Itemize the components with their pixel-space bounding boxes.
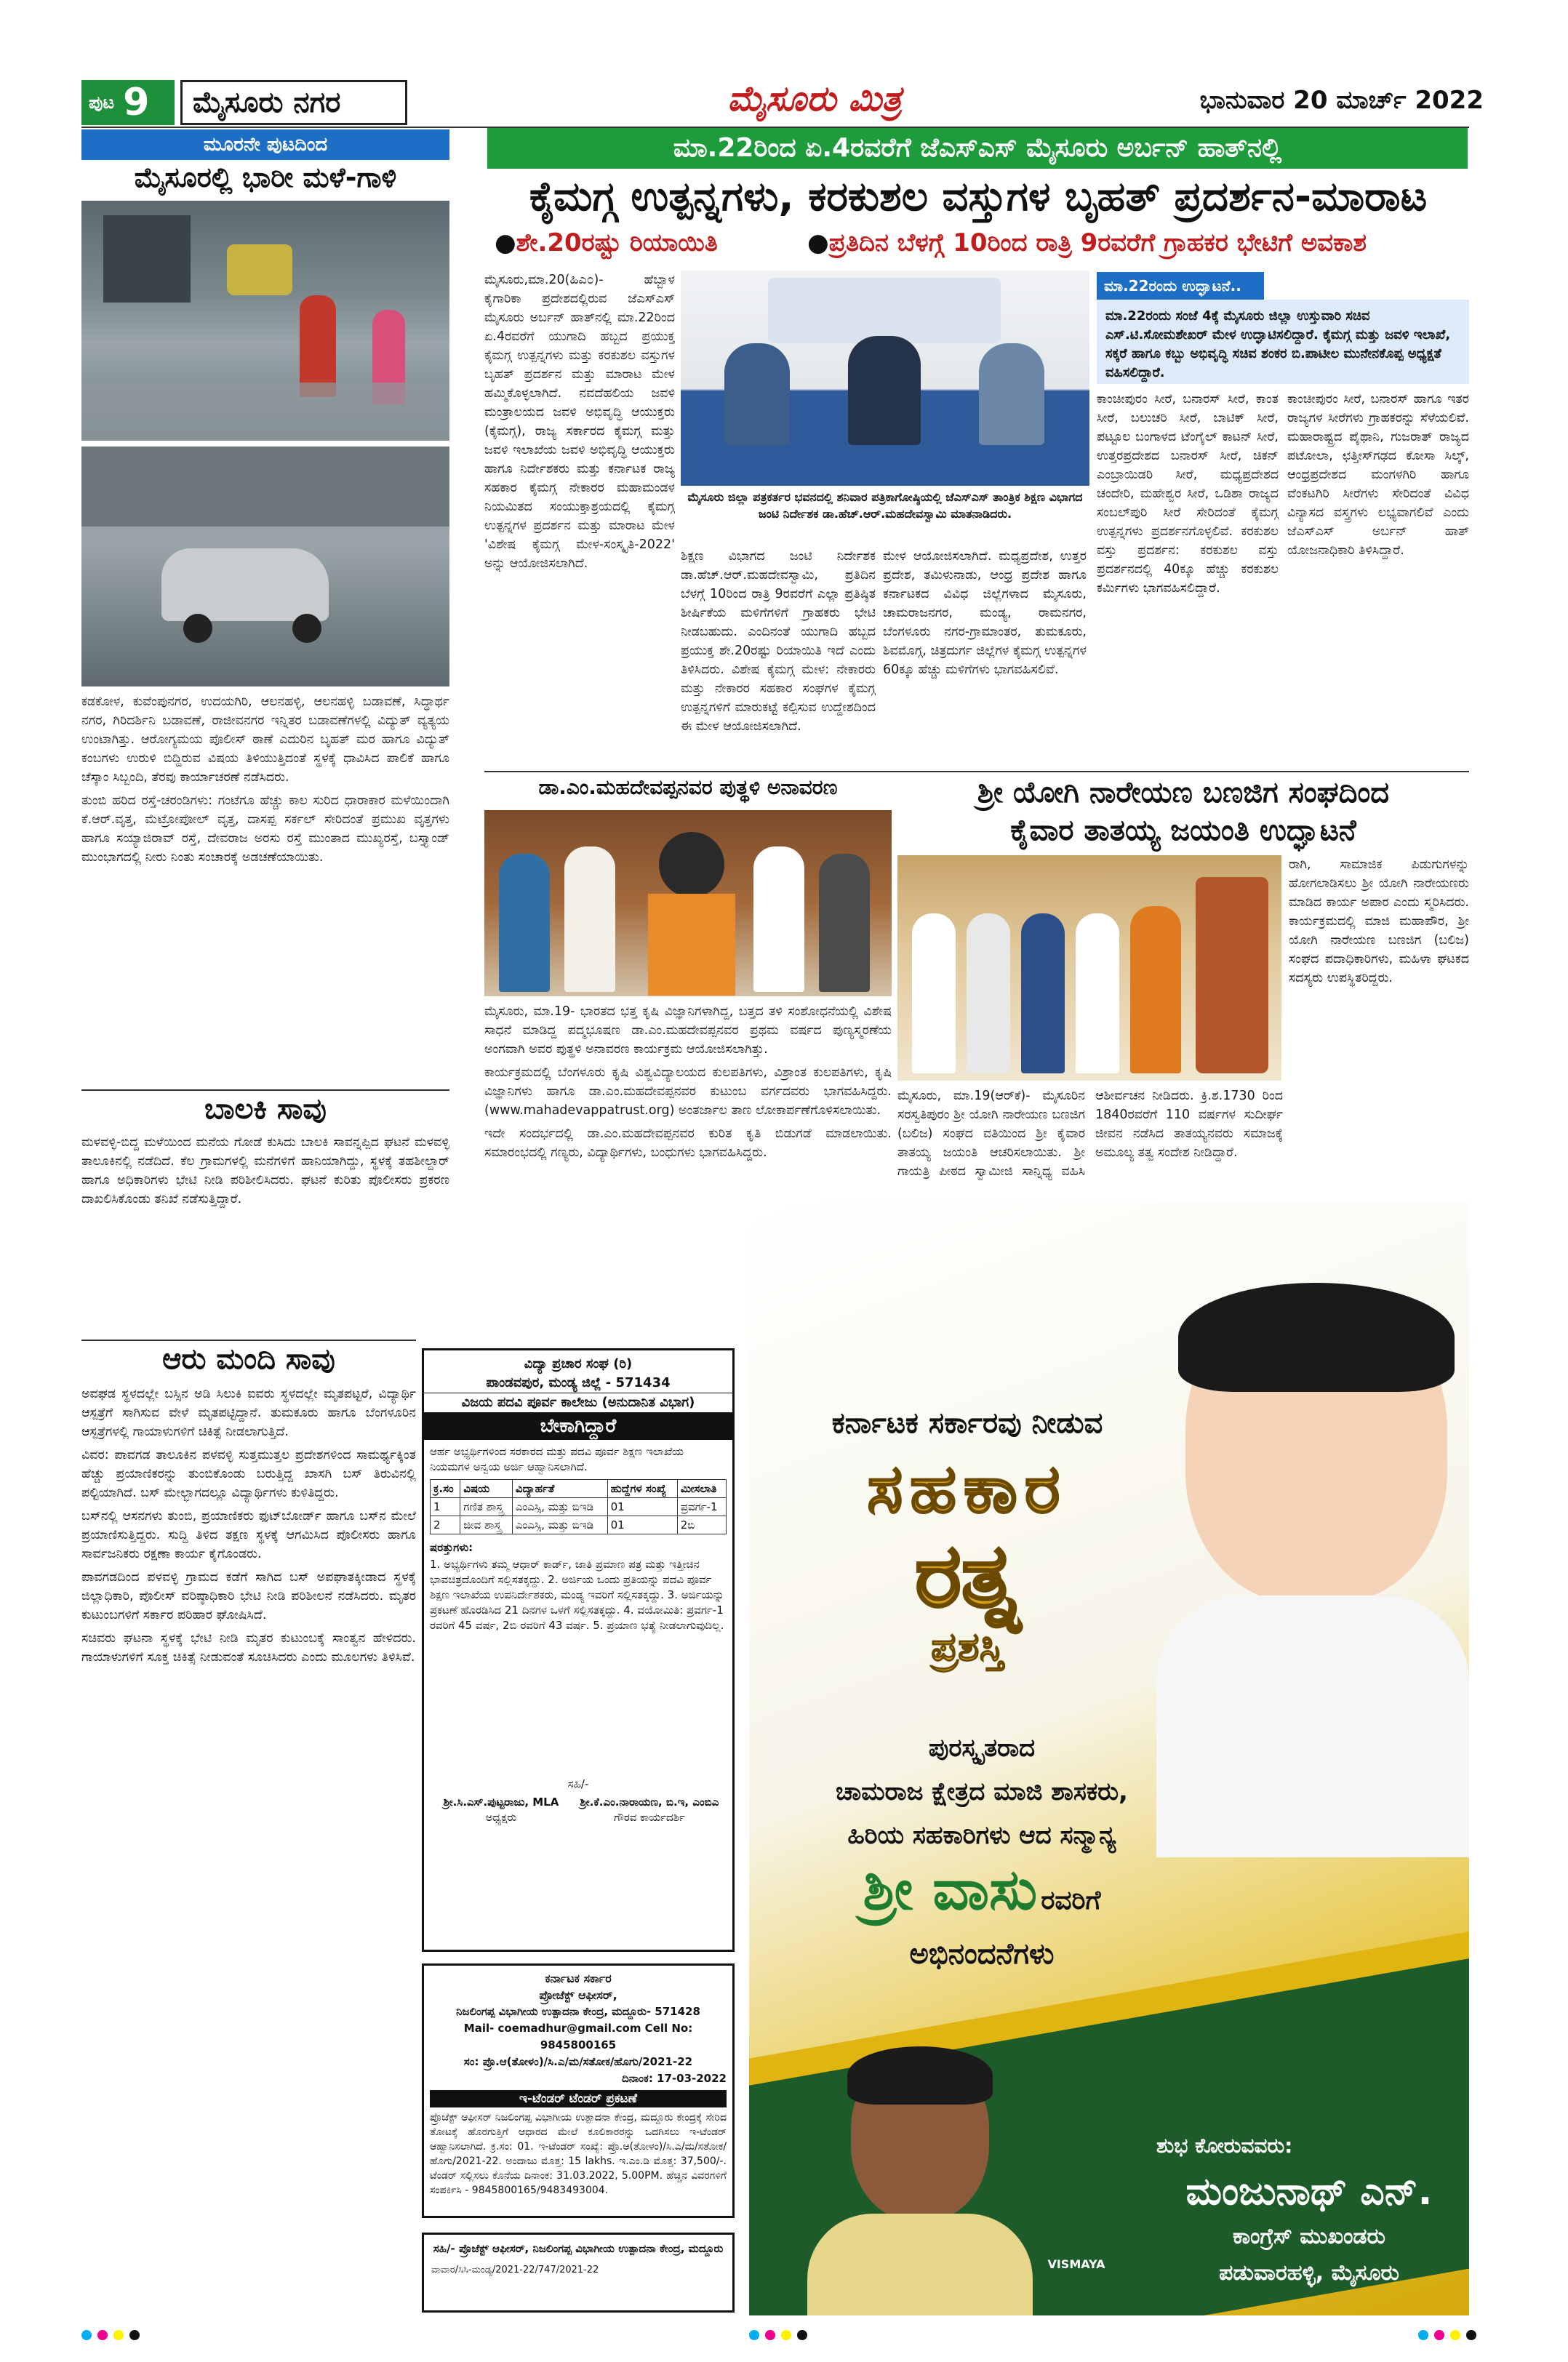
- page-number: 9: [123, 81, 150, 124]
- lead-headline: ಕೈಮಗ್ಗ ಉತ್ಪನ್ನಗಳು, ಕರಕುಶಲ ವಸ್ತುಗಳ ಬೃಹತ್ ಪ್ರದರ್ಶನ-ಮಾರಾಟ: [529, 173, 1428, 220]
- table-cell: ಎಂಎಸ್ಸಿ, ಮತ್ತು ಬಿಇಡಿ: [512, 1498, 607, 1516]
- honoree-portrait: [1156, 1290, 1469, 1857]
- inauguration-tag: ಮಾ.22ರಂದು ಉದ್ಘಾಟನೆ..: [1097, 272, 1264, 300]
- tender-sign-text: ಸಹಿ/- ಪ್ರೊಜೆಕ್ಟ್ ಆಫೀಸರ್, ನಿಜಲಿಂಗಪ್ಪ ವಿಭಾಗೀಯ ಉತ್ಪಾದನಾ ಕೇಂದ್ರ, ಮದ್ದೂರು: [433, 2242, 724, 2255]
- table-cell: 01: [607, 1498, 677, 1516]
- press-meet-photo: [681, 271, 1089, 486]
- girl-death-body: ಮಳವಳ್ಳಿ-ಬಿದ್ದ ಮಳೆಯಿಂದ ಮನೆಯ ಗೋಡೆ ಕುಸಿದು ಬಾಲಕಿ ಸಾವನ್ನಪ್ಪಿದ ಘಟನೆ ಮಳವಳ್ಳಿ ತಾಲೂಕಿನಲ್ಲಿ ನಡೆದಿದೆ. ಕೆಲ ಗ್ರಾಮಗಳಲ್ಲಿ ಮನೆಗಳಿಗೆ ಹಾನಿಯಾಗಿದ್ದು, ಸ್ಥಳಕ್ಕೆ ತಹಶೀಲ್ದಾರ್ ಹಾಗೂ ಅಧಿಕಾರಿಗಳು ಭೇಟಿ ನೀಡಿ ಪರಿಶೀಲಿಸಿದರು. ಘಟನೆ ಕುರಿತು ಪೊಲೀಸರು ಪ್ರಕರಣ ದಾಖಲಿಸಿಕೊಂಡು ತನಿಖೆ ನಡೆಸುತ್ತಿದ್ದಾರೆ.: [81, 1135, 449, 1206]
- honoree-name-suffix: ರವರಿಗೆ: [1041, 1886, 1101, 1915]
- ad-greeting: ಅಭಿನಂದನೆಗಳು: [909, 1937, 1055, 1971]
- table-header-cell: ಕ್ರ.ಸಂ: [431, 1480, 460, 1498]
- table-header-cell: ಮೀಸಲಾತಿ: [677, 1480, 726, 1498]
- yogi-story-body: ಮೈಸೂರು, ಮಾ.19(ಆರ್‌ಕೆ)- ಮೈಸೂರಿನ ಸರಸ್ವತಿಪುರಂ ಶ್ರೀ ಯೋಗಿ ನಾರೇಯಣ ಬಣಜಿಗ (ಬಲಿಜ) ಸಂಘದ ವತಿಯಿಂದ ಶ್ರೀ ಕೈವಾರ ತಾತಯ್ಯ ಜಯಂತಿ ಆಚರಿಸಲಾಯಿತು. ಶ್ರೀ ಗಾಯತ್ರಿ ಪೀಠದ ಸ್ವಾಮೀಜಿ ಸಾನ್ನಿಧ್ಯ ವಹಿಸಿ ಆಶೀರ್ವಚನ ನೀಡಿದರು. ಕ್ರಿ.ಶ.1730 ರಿಂದ 1840ರವರೆಗೆ 110 ವರ್ಷಗಳ ಸುದೀರ್ಘ ಜೀವನ ನಡೆಸಿದ ತಾತಯ್ಯನವರು ಸಮಾಜಕ್ಕೆ ಅಮೂಲ್ಯ ತತ್ವ ಸಂದೇಶ ನೀಡಿದ್ದಾರೆ.: [897, 1089, 1283, 1179]
- rain-paragraph: ಕಡಕೋಳ, ಕುವೆಂಪುನಗರ, ಉದಯಗಿರಿ, ಆಲನಹಳ್ಳಿ, ಆಲನಹಳ್ಳಿ ಬಡಾವಣೆ, ಸಿದ್ಧಾರ್ಥ ನಗರ, ಗಿರಿದರ್ಶಿನಿ ಬಡಾವಣೆ, ರಾಜೀವನಗರ ಇನ್ನಿತರ ಬಡಾವಣೆಗಳಲ್ಲಿ ವಿದ್ಯುತ್ ವ್ಯತ್ಯಯ ಉಂಟಾಗಿತ್ತು. ಆರೋಗ್ಯಮಯ ಪೊಲೀಸ್ ಠಾಣೆ ಎದುರಿನ ಬೃಹತ್ ಮರ ಹಾಗೂ ವಿದ್ಯುತ್ ಕಂಬಗಳು ಉರುಳಿ ಬಿದ್ದಿರುವ ವಿಷಯ ತಿಳಿಯುತ್ತಿದಂತೆ ಸ್ಥಳಕ್ಕೆ ಧಾವಿಸಿದ ಪಾಲಿಕೆ ಹಾಗೂ ಚೆಸ್ಕಾಂ ಸಿಬ್ಬಂದಿ, ತೆರವು ಕಾರ್ಯಾಚರಣೆ ನಡೆಸಿದರು.: [81, 694, 449, 785]
- press-meet-caption: ಮೈಸೂರು ಜಿಲ್ಲಾ ಪತ್ರಕರ್ತರ ಭವನದಲ್ಲಿ ಶನಿವಾರ ಪತ್ರಿಕಾಗೋಷ್ಠಿಯಲ್ಲಿ ಜೆಎಸ್‌ಎಸ್ ತಾಂತ್ರಿಕ ಶಿಕ್ಷಣ ವಿಭಾಗದ ಜಂಟಿ ನಿರ್ದೇಶಕ ಡಾ.ಹೆಚ್.ಆರ್.ಮಹದೇವಸ್ವಾಮಿ ಮಾತನಾಡಿದರು.: [687, 490, 1083, 521]
- yogi-headline-1: ಶ್ರೀ ಯೋಗಿ ನಾರೇಯಣ ಬಣಜಿಗ ಸಂಘದಿಂದ: [977, 776, 1390, 809]
- six-dead-headline: ಆರು ಮಂದಿ ಸಾವು: [162, 1342, 335, 1376]
- table-cell: ಎಂಎಸ್ಸಿ, ಮತ್ತು ಬಿಇಡಿ: [512, 1516, 607, 1534]
- table-cell: ಪ್ರವರ್ಗ-1: [677, 1498, 726, 1516]
- honoree-name: ಶ್ರೀ ವಾಸು: [863, 1857, 1038, 1923]
- ad-honor-line-3: ಹಿರಿಯ ಸಹಕಾರಿಗಳು ಆದ ಸನ್ಮಾನ್ಯ: [847, 1821, 1116, 1850]
- job-vacancy-ad: [422, 1348, 735, 1952]
- signatory-name: ಶ್ರೀ.ಕೆ.ಎಂ.ನಾರಾಯಣ, ಬಿ.ಇ, ಎಂಬಿಎ: [580, 1795, 719, 1809]
- tender-line: ದಿನಾಂಕ: 17-03-2022: [622, 2072, 727, 2085]
- rain-story-body: [81, 692, 449, 1085]
- award-word-1: ಸಹಕಾರ: [867, 1450, 1068, 1528]
- table-cell: ಗಣಿತ ಶಾಸ್ತ್ರ: [460, 1498, 513, 1516]
- statue-headline: ಡಾ.ಎಂ.ಮಹದೇವಪ್ಪನವರ ಪುತ್ಥಳಿ ಅನಾವರಣ: [538, 775, 838, 799]
- table-cell: 1: [431, 1498, 460, 1516]
- tender-notice-ad: [422, 1963, 735, 2218]
- divider: [81, 1340, 416, 1341]
- ad-top-line: ಕರ್ನಾಟಕ ಸರ್ಕಾರವು ನೀಡುವ: [831, 1406, 1103, 1440]
- rain-paragraph: ತುಂಬಿ ಹರಿದ ರಸ್ತೆ-ಚರಂಡಿಗಳು: ಗಂಟೆಗೂ ಹೆಚ್ಚು ಕಾಲ ಸುರಿದ ಧಾರಾಕಾರ ಮಳೆಯಿಂದಾಗಿ ಕೆ.ಆರ್.ವೃತ್ತ, ಮೆಟ್ರೋಪೋಲ್ ವೃತ್ತ, ದಾಸಪ್ಪ ಸರ್ಕಲ್ ಸೇರಿದಂತೆ ಪ್ರಮುಖ ವೃತ್ತಗಳು ಹಾಗೂ ಸಯ್ಯಾಜಿರಾವ್ ರಸ್ತೆ, ದೇವರಾಜ ಅರಸು ರಸ್ತೆ ಮುಂತಾದ ಮುಖ್ಯರಸ್ತೆ, ಬಸ್ತ್ಯಾಂಡ್ ಮುಂಭಾಗದಲ್ಲಿ ನೀರು ನಿಂತು ಸಂಚಾರಕ್ಕೆ ಅಡಚಣೆಯಾಯಿತು.: [81, 793, 449, 865]
- award-logo: [793, 1450, 1142, 1712]
- page-label: ಪುಟ: [89, 92, 115, 113]
- lead-kicker-discount: [495, 228, 800, 265]
- table-header-cell: ವಿಷಯ: [460, 1480, 513, 1498]
- table-cell: 01: [607, 1516, 677, 1534]
- lead-banner: ಮಾ.22ರಿಂದ ಏ.4ರವರೆಗೆ ಜೆಎಸ್‌ಎಸ್ ಮೈಸೂರು ಅರ್ಬನ್ ಹಾತ್‌ನಲ್ಲಿ: [487, 128, 1468, 169]
- job-org-address: ಪಾಂಡವಪುರ, ಮಂಡ್ಯ ಜಿಲ್ಲೆ - 571434: [486, 1375, 671, 1390]
- tender-line: ಸಂ: ಪ್ರೊ.ಆ(ತೋಳಂ)/ಸಿ.ಎ/ಮ/ಸತೋಕ/ಹೊಗು/2021-22: [463, 2055, 693, 2068]
- wisher-place: ಪಡುವಾರಹಳ್ಳಿ, ಮೈಸೂರು: [1219, 2260, 1399, 2286]
- job-signatory-right: [572, 1795, 727, 1825]
- ad-honor-line-1: ಪುರಸ್ಕೃತರಾದ: [928, 1734, 1036, 1763]
- job-intro: ಆರ್ಹ ಅಭ್ಯರ್ಥಿಗಳಿಂದ ಸರಕಾರದ ಮತ್ತು ಪದವಿ ಪೂರ್ವ ಶಿಕ್ಷಣ ಇಲಾಖೆಯ ನಿಯಮಗಳ ಅನ್ವಯ ಅರ್ಜಿ ಆಹ್ವಾನಿಸಲಾಗಿದೆ.: [430, 1445, 684, 1473]
- accident-paragraph: ಸಚಿವರು ಘಟನಾ ಸ್ಥಳಕ್ಕೆ ಭೇಟಿ ನೀಡಿ ಮೃತರ ಕುಟುಂಬಕ್ಕೆ ಸಾಂತ್ವನ ಹೇಳಿದರು. ಗಾಯಾಳುಗಳಿಗೆ ಸೂಕ್ತ ಚಿಕಿತ್ಸೆ ನೀಡುವಂತೆ ಸೂಚಿಸಿದರು ಎಂದು ಮೂಲಗಳು ತಿಳಿಸಿವೆ.: [81, 1631, 416, 1665]
- bullet-icon: ●: [495, 228, 516, 257]
- continued-label: ಮೂರನೇ ಪುಟದಿಂದ: [81, 129, 449, 160]
- job-wanted-band: ಬೇಕಾಗಿದ್ದಾರೆ: [424, 1413, 732, 1440]
- lead-col-4: ಕಾಂಚೀಪುರಂ ಸೀರೆ, ಬನಾರಸ್ ಸೀರೆ, ಕಾಂತ ಸೀರೆ, ಬಲುಚರಿ ಸೀರೆ, ಬಾಟಿಕ್ ಸೀರೆ, ಪಟ್ಟೂಲ ಬಂಗಾಳದ ಟೆಂಗೈಲ್ ಕಾಟನ್ ಸೀರೆ, ಉತ್ತರಪ್ರದೇಶದ ಬನಾರಸ್ ಸೀರೆ, ಚಿಕನ್ ಎಂಬ್ರಾಯಿಡರಿ ಸೀರೆ, ಮಧ್ಯಪ್ರದೇಶದ ಚಂದೇರಿ, ಮಹೇಶ್ವರ ಸೀರೆ, ಒಡಿಶಾ ರಾಜ್ಯದ ಸಂಬಲ್‌ಪುರಿ ಸೀರೆ ಸೇರಿದಂತೆ ಕೈಮಗ್ಗ ಉತ್ಪನ್ನಗಳು ಪ್ರದರ್ಶನಗೊಳ್ಳಲಿವೆ. ಕರಕುಶಲ ವಸ್ತು ಪ್ರದರ್ಶನ: ಕರಕುಶಲ ವಸ್ತು ಪ್ರದರ್ಶನದಲ್ಲಿ 40ಕ್ಕೂ ಹೆಚ್ಚು ಕರಕುಶಲ ಕರ್ಮಿಗಳು ಭಾಗವಹಿಸಲಿದ್ದಾರೆ.: [1097, 392, 1279, 596]
- signatory-role: ಅಧ್ಯಕ್ಷರು: [485, 1811, 517, 1824]
- rain-photo-car: [81, 447, 449, 686]
- print-registration-marks-right: [1418, 2330, 1476, 2340]
- table-cell: 2ಬಿ: [677, 1516, 726, 1534]
- signatory-name: ಶ್ರೀ.ಸಿ.ಎಸ್.ಪುಟ್ಟರಾಜು, MLA: [443, 1795, 559, 1809]
- table-cell: 2: [431, 1516, 460, 1534]
- divider: [81, 1089, 449, 1091]
- statue-paragraph: ಮೈಸೂರು, ಮಾ.19- ಭಾರತದ ಭತ್ತ ಕೃಷಿ ವಿಜ್ಞಾನಿಗಳಾಗಿದ್ದ, ಬತ್ತದ ತಳಿ ಸಂಶೋಧನೆಯಲ್ಲಿ ವಿಶೇಷ ಸಾಧನೆ ಮಾಡಿದ್ದ ಪದ್ಮಭೂಷಣ ಡಾ.ಎಂ.ಮಹದೇವಪ್ಪನವರ ಪ್ರಥಮ ವರ್ಷದ ಪುಣ್ಯಸ್ಮರಣೆಯ ಅಂಗವಾಗಿ ಅವರ ಪುತ್ಥಳಿ ಅನಾವರಣ ಕಾರ್ಯಕ್ರಮ ಆಯೋಜಿಸಲಾಗಿತ್ತು.: [484, 1004, 892, 1057]
- rain-headline: ಮೈಸೂರಲ್ಲಿ ಭಾರೀ ಮಳೆ-ಗಾಳಿ: [134, 161, 397, 193]
- tender-line: ಕರ್ನಾಟಕ ಸರ್ಕಾರ: [545, 1971, 612, 1985]
- lead-col-3: ಮೇಳ ಆಯೋಜಿಸಲಾಗಿದೆ. ಮಧ್ಯಪ್ರದೇಶ, ಉತ್ತರ ಪ್ರದೇಶ, ತಮಿಳುನಾಡು, ಆಂಧ್ರ ಪ್ರದೇಶ ಹಾಗೂ ಕರ್ನಾಟಕದ ವಿವಿಧ ಜಿಲ್ಲೆಗಳಾದ ಮೈಸೂರು, ಚಾಮರಾಜನಗರ, ಮಂಡ್ಯ, ರಾಮನಗರ, ಬೆಂಗಳೂರು ನಗರ-ಗ್ರಾಮಾಂತರ, ತುಮಕೂರು, ಶಿವಮೊಗ್ಗ, ಚಿತ್ರದುರ್ಗ ಜಿಲ್ಲೆಗಳ ಕೈಮಗ್ಗ ಉತ್ಪನ್ನಗಳ 60ಕ್ಕೂ ಹೆಚ್ಚು ಮಳಿಗೆಗಳು ಭಾಗವಹಿಸಲಿವೆ.: [883, 549, 1087, 677]
- accident-paragraph: ಬಸ್‌ನಲ್ಲಿ ಆಸನಗಳು ತುಂಬಿ, ಪ್ರಯಾಣಿಕರು ಫುಟ್‌ಬೋರ್ಡ್ ಹಾಗೂ ಬಸ್‌ನ ಮೇಲೆ ಪ್ರಯಾಣಿಸುತ್ತಿದ್ದರು. ಸುದ್ದಿ ತಿಳಿದ ತಕ್ಷಣ ಸ್ಥಳಕ್ಕೆ ಆಗಮಿಸಿದ ಪೊಲೀಸರು ಹಾಗೂ ಸಾರ್ವಜನಿಕರು ರಕ್ಷಣಾ ಕಾರ್ಯ ಕೈಗೊಂಡರು.: [81, 1509, 416, 1561]
- job-conditions-title: ಷರತ್ತುಗಳು:: [430, 1541, 473, 1554]
- tender-signature: [422, 2233, 735, 2313]
- lead-col-2: ಶಿಕ್ಷಣ ವಿಭಾಗದ ಜಂಟಿ ನಿರ್ದೇಶಕ ಡಾ.ಹೆಚ್.ಆರ್.ಮಹದೇವಸ್ವಾಮಿ, ಪ್ರತಿದಿನ ಬೆಳಗ್ಗೆ 10ರಿಂದ ರಾತ್ರಿ 9ರವರೆಗೆ ಎಲ್ಲಾ ಪ್ರತಿಷ್ಠಿತ ಶೀರ್ಷಿಕೆಯ ಮಳಿಗೆಗಳಿಗೆ ಗ್ರಾಹಕರು ಭೇಟಿ ನೀಡಬಹುದು. ಎಂದಿನಂತೆ ಯುಗಾದಿ ಹಬ್ಬದ ಪ್ರಯುಕ್ತ ಶೇ.20ರಷ್ಟು ರಿಯಾಯಿತಿ ಇದೆ ಎಂದು ತಿಳಿಸಿದರು. ವಿಶೇಷ ಕೈಮಗ್ಗ ಮೇಳ: ನೇಕಾರರು ಮತ್ತು ನೇಕಾರರ ಸಹಕಾರ ಸಂಘಗಳ ಕೈಮಗ್ಗ ಉತ್ಪನ್ನಗಳಿಗೆ ಮಾರುಕಟ್ಟೆ ಕಲ್ಪಿಸುವ ಉದ್ದೇಶದಿಂದ ಈ ಮೇಳ ಆಯೋಜಿಸಲಾಗಿದೆ.: [681, 549, 876, 734]
- yogi-event-photo: [897, 855, 1281, 1081]
- ad-honoree-name-row: [778, 1857, 1185, 1923]
- tender-line: ಪ್ರೋಜೆಕ್ಟ್ ಆಫೀಸರ್,: [539, 1988, 617, 2002]
- ad-honor-line-2: ಚಾಮರಾಜ ಕ್ಷೇತ್ರದ ಮಾಜಿ ಶಾಸಕರು,: [836, 1777, 1128, 1806]
- accident-paragraph: ಪಾವಗಡದಿಂದ ಪಳವಳ್ಳಿ ಗ್ರಾಮದ ಕಡೆಗೆ ಸಾಗಿದ ಬಸ್ ಅಪಘಾತಕ್ಕೀಡಾದ ಸ್ಥಳಕ್ಕೆ ಜಿಲ್ಲಾಧಿಕಾರಿ, ಪೊಲೀಸ್ ವರಿಷ್ಠಾಧಿಕಾರಿ ಭೇಟಿ ನೀಡಿ ಪರಿಶೀಲನೆ ನಡೆಸಿದರು. ಮೃತರ ಕುಟುಂಬಗಳಿಗೆ ಸರ್ಕಾರ ಪರಿಹಾರ ಘೋಷಿಸಿದೆ.: [81, 1570, 416, 1622]
- print-registration-marks-left: [81, 2330, 140, 2340]
- statue-paragraph: ಇದೇ ಸಂದರ್ಭದಲ್ಲಿ ಡಾ.ಎಂ.ಮಹದೇವಪ್ಪನವರ ಕುರಿತ ಕೃತಿ ಬಿಡುಗಡೆ ಮಾಡಲಾಯಿತು. ಸಮಾರಂಭದಲ್ಲಿ ಗಣ್ಯರು, ವಿದ್ಯಾರ್ಥಿಗಳು, ಬಂಧುಗಳು ಭಾಗವಹಿಸಿದ್ದರು.: [484, 1126, 892, 1160]
- publication-date: ಭಾನುವಾರ 20 ಮಾರ್ಚ್ 2022: [1199, 86, 1484, 115]
- table-header-cell: ಹುದ್ದೆಗಳ ಸಂಖ್ಯೆ: [607, 1480, 677, 1498]
- kicker-text: ಶೇ.20ರಷ್ಟು ರಿಯಾಯಿತಿ: [516, 228, 718, 257]
- table-header-cell: ವಿದ್ಯಾರ್ಹತೆ: [512, 1480, 607, 1498]
- statue-paragraph: ಕಾರ್ಯಕ್ರಮದಲ್ಲಿ ಬೆಂಗಳೂರು ಕೃಷಿ ವಿಶ್ವವಿದ್ಯಾಲಯದ ಕುಲಪತಿಗಳು, ವಿಶ್ರಾಂತ ಕುಲಪತಿಗಳು, ಕೃಷಿ ವಿಜ್ಞಾನಿಗಳು ಹಾಗೂ ಡಾ.ಎಂ.ಮಹದೇವಪ್ಪನವರ ಕುಟುಂಬ ವರ್ಗದವರು ಭಾಗವಹಿಸಿದ್ದರು. (www.mahadevappatrust.org) ಅಂತರ್ಜಾಲ ತಾಣ ಲೋಕಾರ್ಪಣೆಗೊಳಿಸಲಾಯಿತು.: [484, 1065, 892, 1118]
- award-word-3: ಪ್ರಶಸ್ತಿ: [931, 1624, 1004, 1670]
- lead-col-5: ಕಾಂಚೀಪುರಂ ಸೀರೆ, ಬನಾರಸ್ ಹಾಗೂ ಇತರ ರಾಜ್ಯಗಳ ಸೀರೆಗಳು ಗ್ರಾಹಕರನ್ನು ಸೆಳೆಯಲಿವೆ. ಮಹಾರಾಷ್ಟ್ರದ ಪೈಥಾನಿ, ಗುಜರಾತ್ ರಾಜ್ಯದ ಪಟೋಲಾ, ಛತ್ತೀಸ್‌ಗಢದ ಕೋಸಾ ಸಿಲ್ಕ್, ಆಂಧ್ರಪ್ರದೇಶದ ಮಂಗಳಗಿರಿ ಹಾಗೂ ವೆಂಕಟಗಿರಿ ಸೀರೆಗಳು ಸೇರಿದಂತೆ ವಿವಿಧ ವಿನ್ಯಾಸದ ವಸ್ತ್ರಗಳು ಲಭ್ಯವಾಗಲಿವೆ ಎಂದು ಜೆಎಸ್‌ಎಸ್ ಅರ್ಬನ್ ಹಾತ್ ಯೋಜನಾಧಿಕಾರಿ ತಿಳಿಸಿದ್ದಾರೆ.: [1287, 392, 1469, 558]
- tender-footer: ವಾವಾರ/ಸಿಸಿ-ಮಂಡ್ಯ/2021-22/747/2021-22: [431, 2265, 599, 2275]
- job-sign-marks: ಸಹಿ/-: [567, 1777, 589, 1790]
- table-cell: ಜೀವ ಶಾಸ್ತ್ರ: [460, 1516, 513, 1534]
- ad-agency: VISMAYA: [1047, 2257, 1105, 2271]
- wisher-role: ಕಾಂಗ್ರೆಸ್ ಮುಖಂಡರು: [1233, 2224, 1385, 2249]
- lead-col-1: ಮೈಸೂರು,ಮಾ.20(ಹಿಎ೦)- ಹೆಬ್ಬಾಳ ಕೈಗಾರಿಕಾ ಪ್ರದೇಶದಲ್ಲಿರುವ ಜೆಎಸ್‌ಎಸ್ ಮೈಸೂರು ಅರ್ಬನ್ ಹಾತ್‌ನಲ್ಲಿ ಮಾ.22ರಿಂದ ಏ.4ರವರೆಗೆ ಯುಗಾದಿ ಹಬ್ಬದ ಪ್ರಯುಕ್ತ ಕೈಮಗ್ಗ ಉತ್ಪನ್ನಗಳು ಮತ್ತು ಕರಕುಶಲ ವಸ್ತುಗಳ ಬೃಹತ್ ಪ್ರದರ್ಶನ ಮತ್ತು ಮಾರಾಟ ಮೇಳ ಹಮ್ಮಿಕೊಳ್ಳಲಾಗಿದೆ. ನವದೆಹಲಿಯ ಜವಳಿ ಮಂತ್ರಾಲಯದ ಜವಳಿ ಅಭಿವೃದ್ಧಿ ಆಯುಕ್ತರು (ಕೈಮಗ್ಗ), ರಾಜ್ಯ ಸರ್ಕಾರದ ಕೈಮಗ್ಗ ಮತ್ತು ಜವಳಿ ಇಲಾಖೆಯ ಜವಳಿ ಅಭಿವೃದ್ಧಿ ಆಯುಕ್ತರು ಹಾಗೂ ನಿರ್ದೇಶಕರು ಮತ್ತು ಕರ್ನಾಟಕ ರಾಜ್ಯ ಸಹಕಾರ ಕೈಮಗ್ಗ ನೇಕಾರರ ಮಹಾಮಂಡಳ ನಿಯಮಿತದ ಸಂಯುಕ್ತಾಶ್ರಯದಲ್ಲಿ ಕೈಮಗ್ಗ ಉತ್ಪನ್ನಗಳ ಪ್ರದರ್ಶನ ಮತ್ತು ಮಾರಾಟ ಮೇಳ 'ವಿಶೇಷ ಕೈಮಗ್ಗ ಮೇಳ-ಸಂಸ್ಕೃತಿ-2022' ಅನ್ನು ಆಯೋಜಿಸಲಾಗಿದೆ.: [484, 273, 675, 571]
- wisher-portrait: [807, 2046, 1033, 2315]
- inauguration-note: ಮಾ.22ರಂದು ಸಂಜೆ 4ಕ್ಕೆ ಮೈಸೂರು ಜಿಲ್ಲಾ ಉಸ್ತುವಾರಿ ಸಚಿವ ಎಸ್.ಟಿ.ಸೋಮಶೇಖರ್ ಮೇಳ ಉದ್ಘಾಟಿಸಲಿದ್ದಾರೆ. ಕೈಮಗ್ಗ ಮತ್ತು ಜವಳಿ ಇಲಾಖೆ, ಸಕ್ಕರೆ ಹಾಗೂ ಕಬ್ಬು ಅಭಿವೃದ್ಧಿ ಸಚಿವ ಶಂಕರ ಬಿ.ಪಾಟೀಲ ಮುನೇನಕೊಪ್ಪ ಅಧ್ಯಕ್ಷತೆ ವಹಿಸಲಿದ್ದಾರೆ.: [1097, 300, 1469, 384]
- kicker-text: ಪ್ರತಿದಿನ ಬೆಳಗ್ಗೆ 10ರಿಂದ ರಾತ್ರಿ 9ರವರೆಗೆ ಗ್ರಾಹಕರ ಭೇಟಿಗೆ ಅವಕಾಶ: [828, 228, 1367, 257]
- wisher-name: ಮಂಜುನಾಥ್ ಎನ್.: [1185, 2170, 1433, 2214]
- table-row: [431, 1516, 727, 1534]
- job-conditions: 1. ಅಭ್ಯರ್ಥಿಗಳು ತಮ್ಮ ಆಧಾರ್ ಕಾರ್ಡ್, ಜಾತಿ ಪ್ರಮಾಣ ಪತ್ರ ಮತ್ತು ಇತ್ತೀಚಿನ ಭಾವಚಿತ್ರದೊಂದಿಗೆ ಸಲ್ಲಿಸತಕ್ಕದ್ದು. 2. ಅರ್ಜಿಯ ಒಂದು ಪ್ರತಿಯನ್ನು ಪದವಿ ಪೂರ್ವ ಶಿಕ್ಷಣ ಇಲಾಖೆಯ ಉಪನಿರ್ದೇಶಕರು, ಮಂಡ್ಯ ಇವರಿಗೆ ಸಲ್ಲಿಸತಕ್ಕದ್ದು. 3. ಅರ್ಜಿಯನ್ನು ಪ್ರಕಟಣೆ ಹೊರಡಿಸಿದ 21 ದಿನಗಳ ಒಳಗೆ ಸಲ್ಲಿಸತಕ್ಕದ್ದು. 4. ವಯೋಮಿತಿ: ಪ್ರವರ್ಗ-1 ರವರಿಗೆ 45 ವರ್ಷ, 2ಬಿ ರವರಿಗೆ 43 ವರ್ಷ. 5. ಪ್ರಯಾಣ ಭತ್ಯೆ ನೀಡಲಾಗುವುದಿಲ್ಲ.: [430, 1558, 724, 1632]
- page-number-badge: [81, 80, 175, 125]
- tender-line: ನಿಜಲಿಂಗಪ್ಪ ವಿಭಾಗೀಯ ಉತ್ಪಾದನಾ ಕೇಂದ್ರ, ಮದ್ದೂರು- 571428: [456, 2005, 700, 2018]
- award-word-2: ರತ್ನ: [915, 1526, 1020, 1627]
- table-header-row: [431, 1480, 727, 1498]
- girl-death-headline: ಬಾಲಕಿ ಸಾವು: [204, 1092, 327, 1126]
- lead-kicker-timing: [807, 228, 1476, 265]
- tender-line: Mail- coemadhur@gmail.com Cell No: 9845800165: [463, 2022, 693, 2051]
- table-row: [431, 1498, 727, 1516]
- yogi-side-text: ರಾಗಿ, ಸಾಮಾಜಿಕ ಪಿಡುಗುಗಳನ್ನು ಹೋಗಲಾಡಿಸಲು ಶ್ರೀ ಯೋಗಿ ನಾರೇಯಣರು ಮಾಡಿದ ಕಾರ್ಯ ಅಪಾರ ಎಂದು ಸ್ಮರಿಸಿದರು. ಕಾರ್ಯಕ್ರಮದಲ್ಲಿ ಮಾಜಿ ಮಹಾಪೌರ, ಶ್ರೀ ಯೋಗಿ ನಾರೇಯಣ ಬಣಜಿಗ (ಬಲಿಜ) ಸಂಘದ ಪದಾಧಿಕಾರಿಗಳು, ಮಹಿಳಾ ಘಟಕದ ಸದಸ್ಯರು ಉಪಸ್ಥಿತರಿದ್ದರು.: [1289, 857, 1469, 985]
- accident-paragraph: ಅವಘಡ ಸ್ಥಳದಲ್ಲೇ ಬಸ್ಸಿನ ಅಡಿ ಸಿಲುಕಿ ಐವರು ಸ್ಥಳದಲ್ಲೇ ಮೃತಪಟ್ಟರೆ, ವಿದ್ಯಾರ್ಥಿ ಆಸ್ಪತ್ರೆಗೆ ಸಾಗಿಸುವ ವೇಳೆ ಮೃತಪಟ್ಟಿದ್ದಾನೆ. ತುಮಕೂರು ಹಾಗೂ ಬೆಂಗಳೂರಿನ ಆಸ್ಪತ್ರೆಗಳಲ್ಲಿ ಗಾಯಾಳುಗಳಿಗೆ ಚಿಕಿತ್ಸೆ ನೀಡಲಾಗುತ್ತಿದೆ.: [81, 1387, 416, 1439]
- job-org-name: ವಿದ್ಯಾ ಪ್ರಚಾರ ಸಂಘ (ರಿ): [524, 1356, 633, 1372]
- job-college-name: ವಿಜಯ ಪದವಿ ಪೂರ್ವ ಕಾಲೇಜು (ಅನುದಾನಿತ ವಿಭಾಗ): [424, 1393, 732, 1413]
- bullet-icon: ●: [807, 228, 829, 257]
- job-signatory-left: [430, 1795, 572, 1825]
- rain-photo-street: [81, 201, 449, 441]
- masthead-logo: ಮೈಸೂರು ಮಿತ್ರ: [727, 79, 902, 119]
- yogi-headline-2: ಕೈವಾರ ತಾತಯ್ಯ ಜಯಂತಿ ಉದ್ಘಾಟನೆ: [1010, 814, 1356, 847]
- tender-title: ಇ-ಟೆಂಡರ್ ಟೆಂಡರ್ ಪ್ರಕಟಣೆ: [430, 2090, 727, 2107]
- signatory-role: ಗೌರವ ಕಾರ್ಯದರ್ಶಿ: [614, 1811, 685, 1824]
- accident-paragraph: ವಿವರ: ಪಾವಗಡ ತಾಲೂಕಿನ ಪಳವಳ್ಳಿ ಸುತ್ತಮುತ್ತಲ ಪ್ರದೇಶಗಳಿಂದ ಸಾಮರ್ಥ್ಯಕ್ಕಿಂತ ಹೆಚ್ಚು ಪ್ರಯಾಣಿಕರನ್ನು ತುಂಬಿಕೊಂಡು ಬರುತ್ತಿದ್ದ ಖಾಸಗಿ ಬಸ್ ತಿರುವಿನಲ್ಲಿ ಪಲ್ಟಿಯಾಗಿದೆ. ಬಸ್ ಮೇಲ್ಭಾಗದಲ್ಲೂ ವಿದ್ಯಾರ್ಥಿಗಳು ಕುಳಿತಿದ್ದರು.: [81, 1448, 416, 1500]
- job-vacancy-table: [430, 1479, 727, 1534]
- print-registration-marks-center: [749, 2330, 807, 2340]
- wish-label: ಶುಭ ಕೋರುವವರು:: [1156, 2134, 1293, 2158]
- accident-story-body: [81, 1385, 416, 2315]
- divider: [484, 771, 1469, 772]
- tender-body: ಪ್ರೊಜೆಕ್ಟ್ ಆಫೀಸರ್ ನಿಜಲಿಂಗಪ್ಪ ವಿಭಾಗೀಯ ಉತ್ಪಾದನಾ ಕೇಂದ್ರ, ಮದ್ದೂರು ಕೇಂದ್ರಕ್ಕೆ ಸೇರಿದ ತೋಟಕ್ಕೆ ಹೊರಗುತ್ತಿಗೆ ಆಧಾರದ ಮೇಲೆ ಕೂಲಿಕಾರರನ್ನು ಒದಗಿಸಲು ಇ-ಟೆಂಡರ್ ಆಹ್ವಾನಿಸಲಾಗಿದೆ. ಕ್ರ.ಸಂ: 01. ಇ-ಟೆಂಡರ್ ಸಂಖ್ಯೆ: ಪ್ರೊ.ಆ(ತೋಳಂ)/ಸಿ.ಎ/ಮ/ಸತೋಕ/ಹೊಗು/2021-22. ಅಂದಾಜು ಮೊತ್ತ: 15 lakhs. ಇ.ಎಂ.ಡಿ ಮೊತ್ತ: 37,500/-. ಟೆಂಡರ್ ಸಲ್ಲಿಸಲು ಕೊನೆಯ ದಿನಾಂಕ: 31.03.2022, 5.00PM. ಹೆಚ್ಚಿನ ವಿವರಗಳಿಗೆ ಸಂಪರ್ಕಿಸಿ - 9845800165/9483493004.: [430, 2112, 727, 2196]
- statue-photo: [484, 810, 892, 996]
- section-title: ಮೈಸೂರು ನಗರ: [180, 80, 407, 125]
- felicitation-advertisement: [749, 1203, 1469, 2315]
